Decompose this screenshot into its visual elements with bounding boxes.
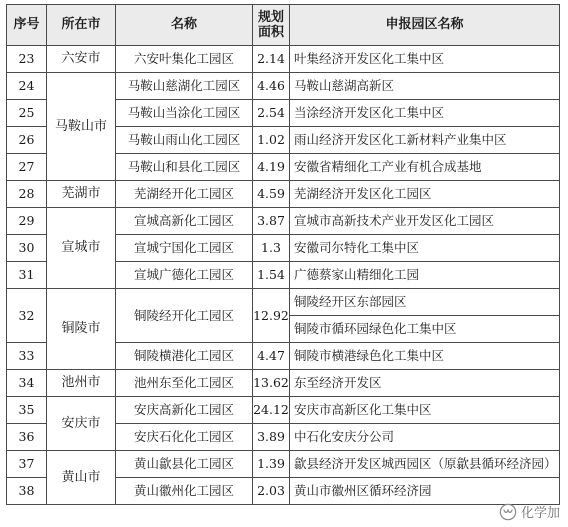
table-row bbox=[7, 73, 560, 100]
table-row bbox=[7, 289, 560, 316]
header-name: 名称 bbox=[116, 5, 253, 46]
table-row bbox=[7, 397, 560, 424]
row-name: 铜陵经开化工园区 bbox=[116, 289, 253, 343]
row-applied: 雨山经济开发区化工新材料产业集中区 bbox=[290, 127, 560, 154]
row-index: 34 bbox=[7, 370, 47, 397]
row-index: 38 bbox=[7, 478, 47, 505]
row-index: 28 bbox=[7, 181, 47, 208]
row-name: 黄山徽州化工园区 bbox=[116, 478, 253, 505]
row-applied: 东至经济开发区 bbox=[290, 370, 560, 397]
row-applied: 铜陵经开区东部园区 bbox=[290, 289, 560, 316]
row-index: 26 bbox=[7, 127, 47, 154]
wechat-channel-icon bbox=[499, 503, 517, 521]
header-index: 序号 bbox=[7, 5, 47, 46]
row-applied: 歙县经济开发区城西园区（原歙县循环经济园） bbox=[290, 451, 560, 478]
table-header-row bbox=[7, 5, 560, 46]
row-applied: 中石化安庆分公司 bbox=[290, 424, 560, 451]
row-name: 黄山歙县化工园区 bbox=[116, 451, 253, 478]
row-name: 马鞍山当涂化工园区 bbox=[116, 100, 253, 127]
row-area: 2.03 bbox=[253, 478, 290, 505]
row-city: 马鞍山市 bbox=[47, 73, 116, 181]
row-index: 23 bbox=[7, 46, 47, 73]
row-name: 铜陵横港化工园区 bbox=[116, 343, 253, 370]
row-applied: 芜湖经济开发区化工园区 bbox=[290, 181, 560, 208]
row-applied: 安徽省精细化工产业有机合成基地 bbox=[290, 154, 560, 181]
row-city: 宣城市 bbox=[47, 208, 116, 289]
row-name: 马鞍山慈湖化工园区 bbox=[116, 73, 253, 100]
row-applied: 广德蔡家山精细化工园 bbox=[290, 262, 560, 289]
row-area: 3.89 bbox=[253, 424, 290, 451]
row-index: 37 bbox=[7, 451, 47, 478]
header-area-line2: 面积 bbox=[257, 25, 284, 40]
row-index: 30 bbox=[7, 235, 47, 262]
row-city: 池州市 bbox=[47, 370, 116, 397]
row-area: 1.3 bbox=[253, 235, 290, 262]
row-applied: 当涂经济开发区化工集中区 bbox=[290, 100, 560, 127]
row-name: 芜湖经开化工园区 bbox=[116, 181, 253, 208]
row-applied: 黄山市徽州区循环经济园 bbox=[290, 478, 560, 505]
row-index: 32 bbox=[7, 289, 47, 343]
row-applied: 宣城市高新技术产业开发区化工园区 bbox=[290, 208, 560, 235]
row-name: 六安叶集化工园区 bbox=[116, 46, 253, 73]
header-city: 所在市 bbox=[47, 5, 116, 46]
row-name: 安庆高新化工园区 bbox=[116, 397, 253, 424]
row-index: 36 bbox=[7, 424, 47, 451]
row-city: 芜湖市 bbox=[47, 181, 116, 208]
table-row bbox=[7, 208, 560, 235]
row-applied: 安庆市高新区化工集中区 bbox=[290, 397, 560, 424]
header-area-line1: 规划 bbox=[257, 10, 284, 25]
row-index: 29 bbox=[7, 208, 47, 235]
row-area: 4.59 bbox=[253, 181, 290, 208]
watermark bbox=[499, 502, 560, 521]
row-area: 1.02 bbox=[253, 127, 290, 154]
row-applied: 铜陵市横港绿色化工集中区 bbox=[290, 343, 560, 370]
row-applied: 叶集经济开发区化工集中区 bbox=[290, 46, 560, 73]
header-area bbox=[253, 5, 290, 46]
table-row bbox=[7, 451, 560, 478]
header-applied-name: 申报园区名称 bbox=[290, 5, 560, 46]
table-container bbox=[6, 4, 559, 505]
table-row bbox=[7, 46, 560, 73]
row-area: 1.39 bbox=[253, 451, 290, 478]
row-name: 宣城宁国化工园区 bbox=[116, 235, 253, 262]
row-index: 33 bbox=[7, 343, 47, 370]
row-name: 安庆石化化工园区 bbox=[116, 424, 253, 451]
row-area: 2.54 bbox=[253, 100, 290, 127]
row-index: 31 bbox=[7, 262, 47, 289]
row-area: 1.54 bbox=[253, 262, 290, 289]
table-row bbox=[7, 181, 560, 208]
row-area: 12.92 bbox=[253, 289, 290, 343]
chemical-parks-table bbox=[6, 4, 560, 505]
row-index: 25 bbox=[7, 100, 47, 127]
row-index: 35 bbox=[7, 397, 47, 424]
row-area: 4.47 bbox=[253, 343, 290, 370]
row-applied: 铜陵市循环园绿色化工集中区 bbox=[290, 316, 560, 343]
row-city: 六安市 bbox=[47, 46, 116, 73]
row-area: 2.14 bbox=[253, 46, 290, 73]
row-index: 27 bbox=[7, 154, 47, 181]
row-area: 4.19 bbox=[253, 154, 290, 181]
row-name: 宣城广德化工园区 bbox=[116, 262, 253, 289]
row-area: 4.46 bbox=[253, 73, 290, 100]
row-applied: 马鞍山慈湖高新区 bbox=[290, 73, 560, 100]
row-area: 24.12 bbox=[253, 397, 290, 424]
row-name: 池州东至化工园区 bbox=[116, 370, 253, 397]
row-area: 3.87 bbox=[253, 208, 290, 235]
row-name: 马鞍山和县化工园区 bbox=[116, 154, 253, 181]
row-index: 24 bbox=[7, 73, 47, 100]
row-city: 黄山市 bbox=[47, 451, 116, 505]
watermark-text: 化学加 bbox=[520, 506, 560, 521]
table-row bbox=[7, 370, 560, 397]
row-applied: 安徽司尔特化工集中区 bbox=[290, 235, 560, 262]
row-city: 安庆市 bbox=[47, 397, 116, 451]
row-name: 马鞍山雨山化工园区 bbox=[116, 127, 253, 154]
row-area: 13.62 bbox=[253, 370, 290, 397]
row-city: 铜陵市 bbox=[47, 289, 116, 370]
row-name: 宣城高新化工园区 bbox=[116, 208, 253, 235]
